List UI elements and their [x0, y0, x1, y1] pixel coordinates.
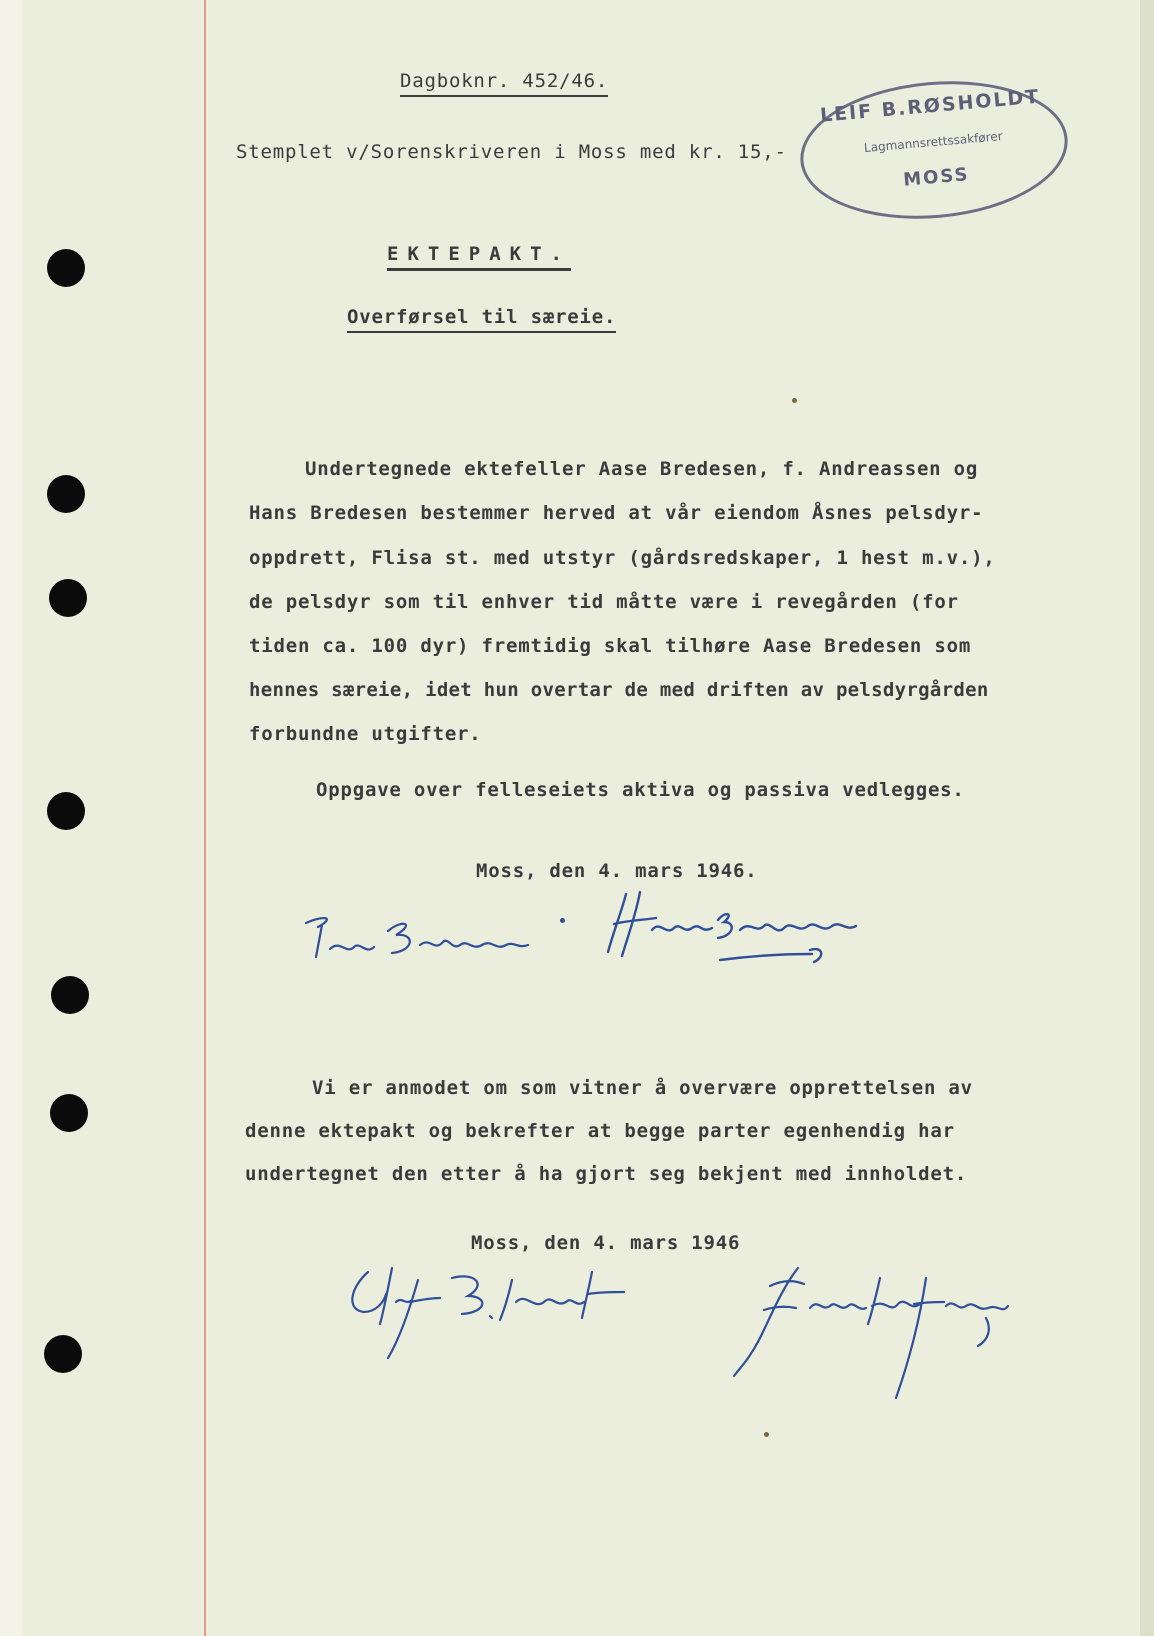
body-line: forbundne utgifter.: [249, 723, 482, 745]
attachment-line: Oppgave over felleseiets aktiva og passiva vedlegges.: [316, 779, 965, 801]
lawyer-stamp: [795, 71, 1074, 230]
document-title: EKTEPAKT.: [387, 243, 571, 271]
body-line: Hans Bredesen bestemmer herved at vår eiendom Åsnes pelsdyr-: [249, 502, 984, 524]
body-line: Undertegnede ektefeller Aase Bredesen, f. Andreassen og: [305, 458, 979, 480]
punch-hole: [49, 579, 87, 617]
stamp-name: LEIF B.RØSHOLDT: [819, 85, 1042, 127]
page-right-edge: [1140, 0, 1154, 1636]
witness-line: denne ektepakt og bekrefter at begge parter egenhendig har: [245, 1120, 955, 1142]
punch-hole: [50, 1094, 88, 1132]
signature-hans-bredesen: [600, 880, 870, 990]
body-line: tiden ca. 100 dyr) fremtidig skal tilhøre Aase Bredesen som: [249, 635, 972, 657]
body-line: hennes særeie, idet hun overtar de med driften av pelsdyrgården: [249, 679, 989, 701]
body-line: oppdrett, Flisa st. med utstyr (gårdsredskaper, 1 hest m.v.),: [249, 547, 996, 569]
place-date-2: Moss, den 4. mars 1946: [471, 1232, 741, 1254]
signature-erna-krefting: [730, 1258, 1030, 1408]
punch-hole: [47, 792, 85, 830]
witness-line: Vi er anmodet om som vitner å overvære opprettelsen av: [312, 1077, 973, 1099]
red-margin-line: [204, 0, 206, 1636]
punch-hole: [47, 475, 85, 513]
body-line: de pelsdyr som til enhver tid måtte være i revegården (for: [249, 591, 959, 613]
witness-line: undertegnet den etter å ha gjort seg bekjent med innholdet.: [245, 1163, 968, 1185]
place-date-1: Moss, den 4. mars 1946.: [476, 860, 758, 882]
stamp-duty-line: Stemplet v/Sorenskriveren i Moss med kr. 15,-: [236, 141, 787, 163]
stamp-role: Lagmannsrettssakfører: [863, 129, 1004, 156]
page-left-edge: [0, 0, 22, 1636]
signature-leif-rosholdt: [340, 1258, 640, 1368]
punch-hole: [47, 249, 85, 287]
stamp-city: MOSS: [902, 164, 971, 191]
signature-aase-bredesen: [296, 905, 536, 975]
punch-hole: [44, 1335, 82, 1373]
ink-speck: [764, 1432, 769, 1437]
document-subtitle: Overførsel til særeie.: [347, 306, 616, 333]
journal-number: Dagboknr. 452/46.: [400, 70, 608, 97]
ink-speck: [560, 918, 565, 923]
punch-hole: [51, 976, 89, 1014]
ink-speck: [792, 398, 797, 403]
